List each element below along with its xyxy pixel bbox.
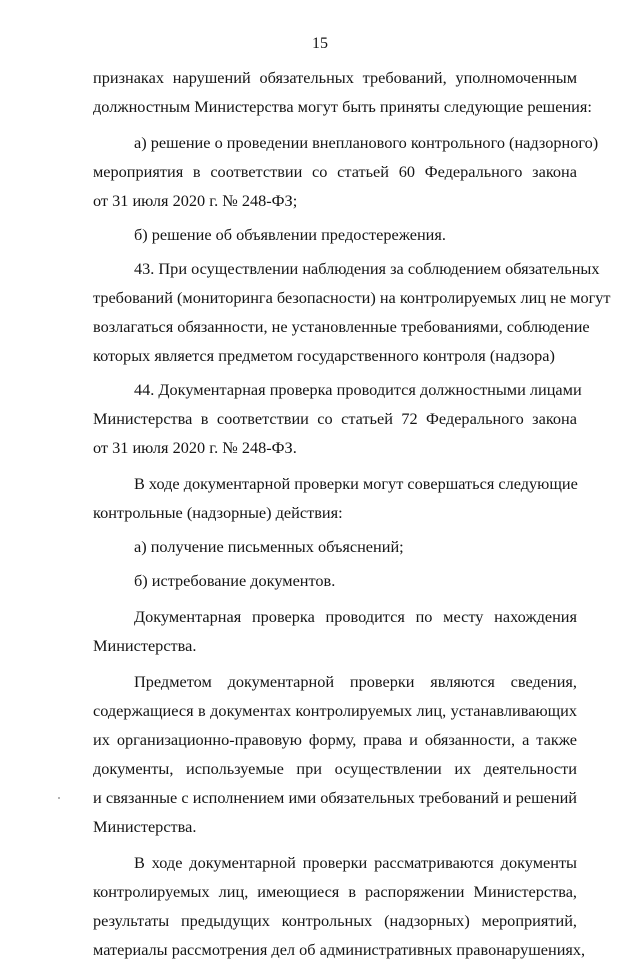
text-line: Предметом документарной проверки являются сведения,	[134, 672, 577, 691]
paragraph-gap	[93, 660, 577, 667]
text-line: требований (мониторинга безопасности) на контролируемых лиц не могут	[93, 288, 611, 307]
text-line: должностным Министерства могут быть приняты следующие решения:	[93, 97, 592, 116]
text-line: В ходе документарной проверки рассматриваются документы	[134, 853, 577, 872]
paragraph-gap	[93, 595, 577, 602]
text-line: контрольные (надзорные) действия:	[93, 503, 343, 522]
text-line: признаках нарушений обязательных требований, уполномоченным	[93, 68, 577, 87]
text-line: документы, используемые при осуществлении их деятельности	[93, 759, 577, 778]
text-line: результаты предыдущих контрольных (надзорных) мероприятий,	[93, 911, 577, 930]
text-line: контролируемых лиц, имеющиеся в распоряжении Министерства,	[93, 882, 577, 901]
text-line: Документарная проверка проводится по месту нахождения	[134, 607, 577, 626]
text-line: В ходе документарной проверки могут совершаться следующие	[134, 474, 578, 493]
text-line: от 31 июля 2020 г. № 248-ФЗ.	[93, 438, 297, 457]
text-line: 44. Документарная проверка проводится должностными лицами	[134, 380, 582, 399]
document-body	[93, 63, 611, 964]
text-line: а) решение о проведении внепланового контрольного (надзорного)	[134, 133, 599, 152]
paragraph-gap	[93, 121, 577, 128]
text-line: а) получение письменных объяснений;	[134, 537, 404, 556]
text-line: которых является предметом государственного контроля (надзора)	[93, 346, 555, 365]
text-line: Министерства в соответствии со статьей 72 Федерального закона	[93, 409, 577, 428]
paragraph-gap	[93, 841, 577, 848]
text-line: б) истребование документов.	[134, 571, 336, 590]
text-line: материалы рассмотрения дел об административных правонарушениях,	[93, 940, 586, 959]
text-line: Министерства.	[93, 636, 197, 655]
text-line: от 31 июля 2020 г. № 248-ФЗ;	[93, 191, 298, 210]
text-line: и связанные с исполнением ими обязательных требований и решений	[93, 788, 577, 807]
paragraph-gap	[93, 462, 577, 469]
text-line: 43. При осуществлении наблюдения за соблюдением обязательных	[134, 259, 600, 278]
text-line: их организационно-правовую форму, права и обязанности, а также	[93, 730, 577, 749]
text-line: содержащиеся в документах контролируемых лиц, устанавливающих	[93, 701, 577, 720]
page-number: 15	[312, 35, 328, 52]
scan-speck	[58, 797, 60, 799]
text-line: Министерства.	[93, 817, 197, 836]
text-line: возлагаться обязанности, не установленные требованиями, соблюдение	[93, 317, 590, 336]
text-line: б) решение об объявлении предостережения.	[134, 225, 446, 244]
text-line: мероприятия в соответствии со статьей 60 Федерального закона	[93, 162, 577, 181]
